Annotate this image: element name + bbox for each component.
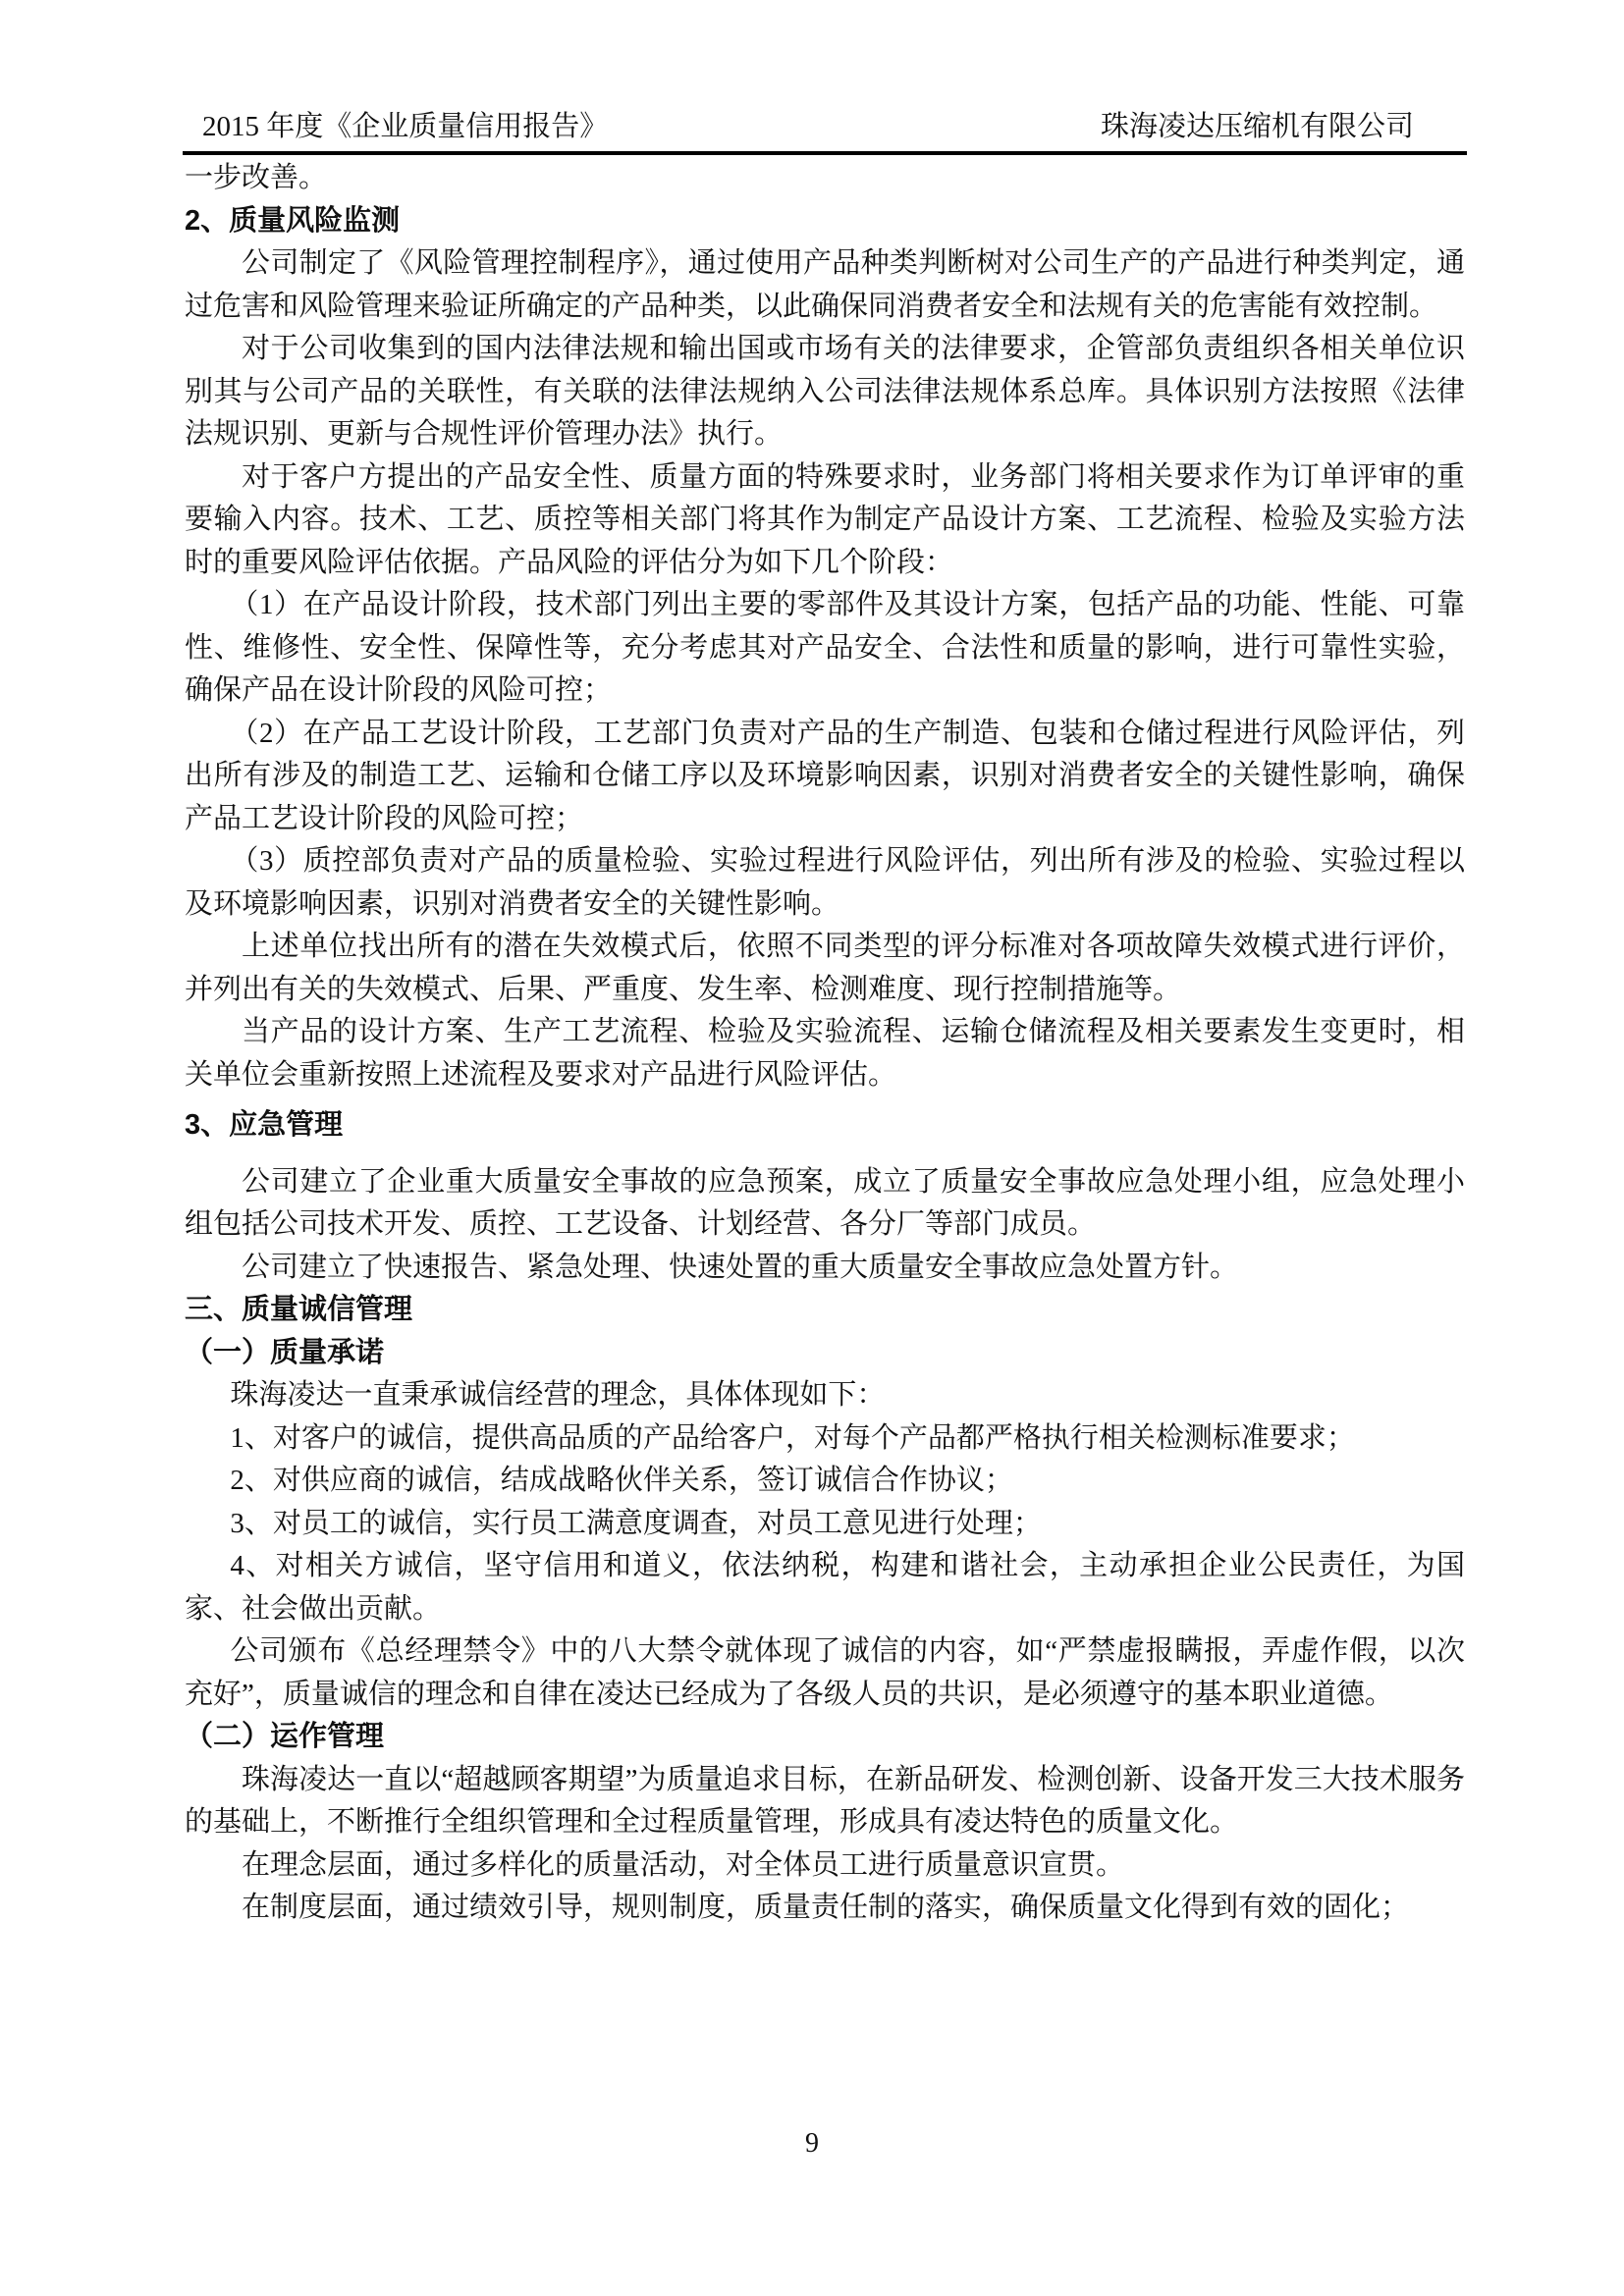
para-stage-3-quality-inspection: （3）质控部负责对产品的质量检验、实验过程进行风险评估，列出所有涉及的检验、实验过程以及环境影响因素，识别对消费者安全的关键性影响。	[185, 845, 1465, 920]
para-risk-control-program: 公司制定了《风险管理控制程序》，通过使用产品种类判断树对公司生产的产品进行种类判定，通过危害和风险管理来验证所确定的产品种类，以此确保同消费者安全和法规有关的危害能有效控制。	[185, 247, 1465, 322]
para-customer-special-requirements: 对于客户方提出的产品安全性、质量方面的特殊要求时，业务部门将相关要求作为订单评审的重要输入内容。技术、工艺、质控等相关部门将其作为制定产品设计方案、工艺流程、检验及实验方法时的重要风险评估依据。产品风险的评估分为如下几个阶段：	[185, 460, 1465, 578]
para-integrity-philosophy: 珠海凌达一直秉承诚信经营的理念，具体体现如下：	[230, 1379, 886, 1411]
para-general-manager-prohibitions: 公司颁布《总经理禁令》中的八大禁令就体现了诚信的内容，如“严禁虚报瞒报，弄虚作假，以次充好”，质量诚信的理念和自律在凌达已经成为了各级人员的共识，是必须遵守的基本职业道德。	[185, 1635, 1465, 1710]
para-exceed-customer-expectation: 珠海凌达一直以“超越顾客期望”为质量追求目标，在新品研发、检测创新、设备开发三大技术服务的基础上，不断推行全组织管理和全过程质量管理，形成具有凌达特色的质量文化。	[185, 1763, 1465, 1838]
para-emergency-plan: 公司建立了企业重大质量安全事故的应急预案，成立了质量安全事故应急处理小组，应急处理小组包括公司技术开发、质控、工艺设备、计划经营、各分厂等部门成员。	[185, 1165, 1465, 1240]
page-footer	[0, 2122, 1624, 2165]
list-item-supplier-integrity: 2、对供应商的诚信，结成战略伙伴关系，签订诚信合作协议；	[230, 1465, 1013, 1496]
header-report-title: 2015 年度《企业质量信用报告》	[202, 111, 609, 142]
para-laws-regulations: 对于公司收集到的国内法律法规和输出国或市场有关的法律要求，企管部负责组织各相关单位识别其与公司产品的关联性，有关联的法律法规纳入公司法律法规体系总库。具体识别方法按照《法律法规识别、更新与合规性评价管理办法》执行。	[185, 333, 1465, 450]
heading-quality-commitment: （一）质量承诺	[185, 1336, 385, 1368]
list-item-stakeholder-integrity: 4、对相关方诚信，坚守信用和道义，依法纳税，构建和谐社会，主动承担企业公民责任，为国家、社会做出贡献。	[185, 1550, 1465, 1625]
heading-quality-integrity-management: 三、质量诚信管理	[185, 1294, 413, 1325]
para-concept-level: 在理念层面，通过多样化的质量活动，对全体员工进行质量意识宣贯。	[242, 1848, 1125, 1881]
para-system-level: 在制度层面，通过绩效引导，规则制度，质量责任制的落实，确保质量文化得到有效的固化；	[242, 1892, 1410, 1923]
heading-operation-management: （二）运作管理	[185, 1721, 385, 1752]
heading-quality-risk-monitoring: 2、质量风险监测	[185, 204, 401, 237]
list-item-employee-integrity: 3、对员工的诚信，实行员工满意度调查，对员工意见进行处理；	[230, 1507, 1042, 1539]
heading-emergency-management: 3、应急管理	[185, 1109, 344, 1141]
para-continuation-improve: 一步改善。	[185, 162, 328, 193]
para-emergency-policy: 公司建立了快速报告、紧急处理、快速处置的重大质量安全事故应急处置方针。	[242, 1251, 1239, 1283]
para-stage-1-product-design: （1）在产品设计阶段，技术部门列出主要的零部件及其设计方案，包括产品的功能、性能、可靠性、维修性、安全性、保障性等，充分考虑其对产品安全、合法性和质量的影响，进行可靠性实验，确保产品在设计阶段的风险可控；	[185, 589, 1465, 706]
para-stage-2-process-design: （2）在产品工艺设计阶段，工艺部门负责对产品的生产制造、包装和仓储过程进行风险评估，列出所有涉及的制造工艺、运输和仓储工序以及环境影响因素，识别对消费者安全的关键性影响，确保产品工艺设计阶段的风险可控；	[185, 717, 1465, 834]
para-failure-mode-evaluation: 上述单位找出所有的潜在失效模式后，依照不同类型的评分标准对各项故障失效模式进行评价，并列出有关的失效模式、后果、严重度、发生率、检测难度、现行控制措施等。	[185, 931, 1465, 1005]
header-company-name: 珠海凌达压缩机有限公司	[1100, 111, 1414, 142]
list-item-customer-integrity: 1、对客户的诚信，提供高品质的产品给客户，对每个产品都严格执行相关检测标准要求；	[230, 1421, 1355, 1454]
page-header	[183, 0, 1467, 155]
document-body	[185, 157, 1465, 1930]
page-number: 9	[805, 2128, 819, 2159]
para-change-reassessment: 当产品的设计方案、生产工艺流程、检验及实验流程、运输仓储流程及相关要素发生变更时，相关单位会重新按照上述流程及要求对产品进行风险评估。	[185, 1016, 1465, 1091]
